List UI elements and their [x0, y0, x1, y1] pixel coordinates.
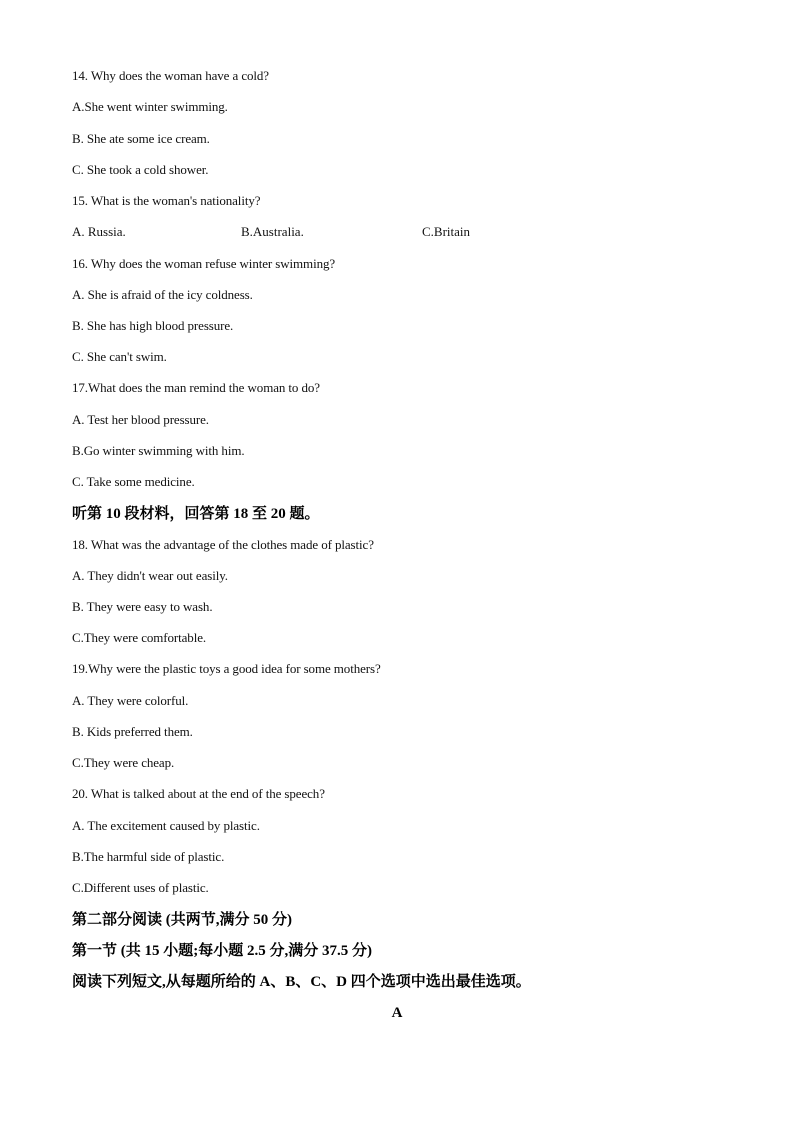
- part-2-title: 第二部分阅读 (共两节,满分 50 分): [72, 912, 292, 928]
- q18-option-c: C.They were comfortable.: [72, 630, 207, 645]
- q20-option-c: C.Different uses of plastic.: [72, 880, 209, 895]
- question-14: 14. Why does the woman have a cold?: [72, 68, 269, 83]
- question-16: 16. Why does the woman refuse winter swimming?: [72, 256, 336, 271]
- question-17: 17.What does the man remind the woman to do?: [72, 380, 320, 395]
- q17-option-a: A. Test her blood pressure.: [72, 412, 209, 427]
- q18-option-b: B. They were easy to wash.: [72, 599, 213, 614]
- question-18: 18. What was the advantage of the clothes made of plastic?: [72, 537, 374, 552]
- q14-option-b: B. She ate some ice cream.: [72, 131, 210, 146]
- q19-option-c: C.They were cheap.: [72, 755, 175, 770]
- q20-option-a: A. The excitement caused by plastic.: [72, 818, 260, 833]
- q19-option-b: B. Kids preferred them.: [72, 724, 193, 739]
- q17-option-b: B.Go winter swimming with him.: [72, 443, 245, 458]
- q16-option-c: C. She can't swim.: [72, 349, 167, 364]
- passage-label: A: [391, 1005, 403, 1021]
- q15-option-c: C.Britain: [422, 224, 471, 239]
- q17-option-c: C. Take some medicine.: [72, 474, 195, 489]
- section-1-title: 第一节 (共 15 小题;每小题 2.5 分,满分 37.5 分): [72, 943, 372, 959]
- q19-option-a: A. They were colorful.: [72, 693, 189, 708]
- question-20: 20. What is talked about at the end of the speech?: [72, 786, 325, 801]
- q20-option-b: B.The harmful side of plastic.: [72, 849, 225, 864]
- q14-option-a: A.She went winter swimming.: [72, 99, 228, 114]
- q15-option-a: A. Russia.: [72, 224, 126, 239]
- q15-option-b: B.Australia.: [241, 224, 304, 239]
- question-19: 19.Why were the plastic toys a good idea for some mothers?: [72, 661, 381, 676]
- q16-option-a: A. She is afraid of the icy coldness.: [72, 287, 253, 302]
- q14-option-c: C. She took a cold shower.: [72, 162, 209, 177]
- section-10-heading: 听第 10 段材料，回答第 18 至 20 题。: [72, 506, 320, 522]
- q18-option-a: A. They didn't wear out easily.: [72, 568, 228, 583]
- q16-option-b: B. She has high blood pressure.: [72, 318, 234, 333]
- reading-instructions: 阅读下列短文,从每题所给的 A、B、C、D 四个选项中选出最佳选项。: [72, 974, 531, 990]
- question-15: 15. What is the woman's nationality?: [72, 193, 261, 208]
